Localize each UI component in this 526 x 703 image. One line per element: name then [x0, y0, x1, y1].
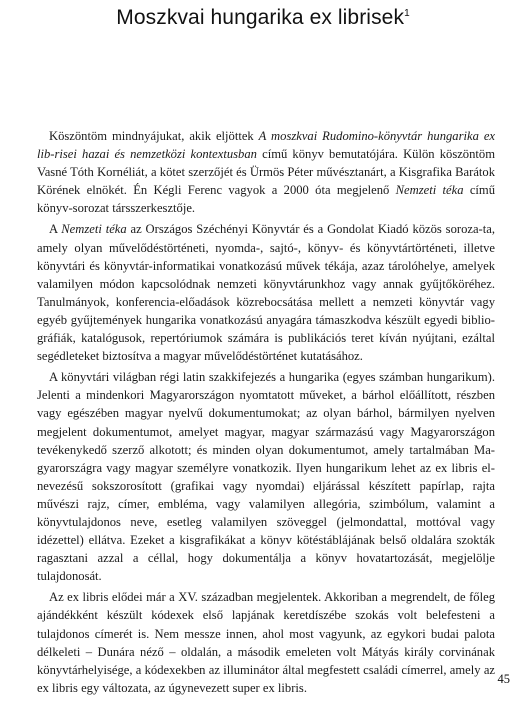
- paragraph-text: Köszöntöm mindnyájukat, akik eljöttek: [49, 129, 259, 143]
- paragraph: [37, 220, 495, 365]
- page-title-text: Moszkvai hungarika ex librisek: [116, 6, 405, 29]
- footnote-marker: 1: [404, 8, 410, 19]
- paragraph: [37, 127, 495, 217]
- paragraph-text: A: [49, 222, 62, 237]
- paragraph: [37, 368, 495, 585]
- paragraph-text: című könyv-sorozat társszerkesztője.: [37, 183, 495, 216]
- paragraph-text: A könyvtári világban régi latin szakkifejezés a hungarika (egyes számban hungarikum). Jelenti a mindenkori Magyarországon nyomtatott műveket, a bárhol előállított, részben vagy egészében magyar nyelvű dokumentumokat; az olyan bárhol, bármilyen nyelven megjelent dokumentumot, amelyet magyar, magyar származású vagy Magyarországon tevékenykedő szerző alkotott; és minden olyan dokumentumot, amely tartalmában Ma-gyarországra vagy magyar személyre vonatkozik. Ilyen hungarikum lehet az ex libris el-nevezésű sokszorosított (grafikai vagy nyomdai) eljárással készített papírlap, rajta művészi rajz, címer, embléma, vagy valamilyen allegória, szimbólum, valamint a könyvtulajdonos neve, esetleg valamilyen szöveggel (jelmondattal, mottóval vagy idézettel) ellátva. Ezeket a kisgrafikákat a könyv kötéstáblájának belső oldalára szokták ragasztani azzal a céllal, hogy dokumentálja a könyv hovatartozását, megjelölje tulajdonosát.: [37, 370, 495, 584]
- italic-text: Nemzeti téka: [61, 222, 127, 237]
- italic-text: A moszkvai Rudomino-könyvtár hungarika ex lib-risei hazai és nemzetközi kontextusban: [37, 129, 495, 162]
- italic-text: Nemzeti téka: [395, 183, 464, 198]
- paragraph-text: Az ex libris elődei már a XV. században megjelentek. Akkoriban a megrendelt, de főleg ajándékként készült kódexek első lapjának keretdíszébe szokás volt belefesteni a tulajdonos címerét is. Nem messze innen, ahol most vagyunk, az egykori budai palota délkeleti – Dunára néző – oldalán, a második emeleten volt Mátyás király corvinának könyvtárhelyisége, a kódexekben az illuminátor által megfestett családi címerrel, amely az ex libris egy változata, az úgynevezett super ex libris.: [37, 590, 495, 695]
- paragraph-text: az Országos Széchényi Könyvtár és a Gondolat Kiadó közös soroza-ta, amely olyan művelődéstörténeti, nyomda-, sajtó-, könyv- és könyvtártörténeti, illetve könyvtári és könyvtár-informatikai vonatkozású művek tékája, azaz tárolóhelye, amelyek valamilyen módon kapcsolódnak nemzeti könyvtárunkhoz vagy annak gyűjtőköréhez. Tanulmányok, konferencia-előadások közrebocsátása mellett a nemzeti könyvtár vagy egyéb gyűjtemények hungarika vonatkozású anyagára támaszkodva készült egyedi biblio-gráfiák, katalógusok, repertóriumok számára is publikációs teret kíván nyújtani, ezáltal segédleteket biztosítva a magyar művelődéstörténet kutatásához.: [37, 222, 495, 364]
- paragraph-text: című könyv bemutatójára. Külön köszöntöm Vasné Tóth Kornéliát, a kötet szerzőjét és Ürmös Péter művésztanárt, a Kisgrafika Barátok Körének elnökét. Én Kégli Ferenc vagyok a 2000 óta megjelenő: [37, 147, 495, 198]
- article-body: [37, 127, 495, 700]
- paragraph: [37, 588, 495, 697]
- page-number: 45: [497, 672, 510, 686]
- page-title: [0, 6, 526, 30]
